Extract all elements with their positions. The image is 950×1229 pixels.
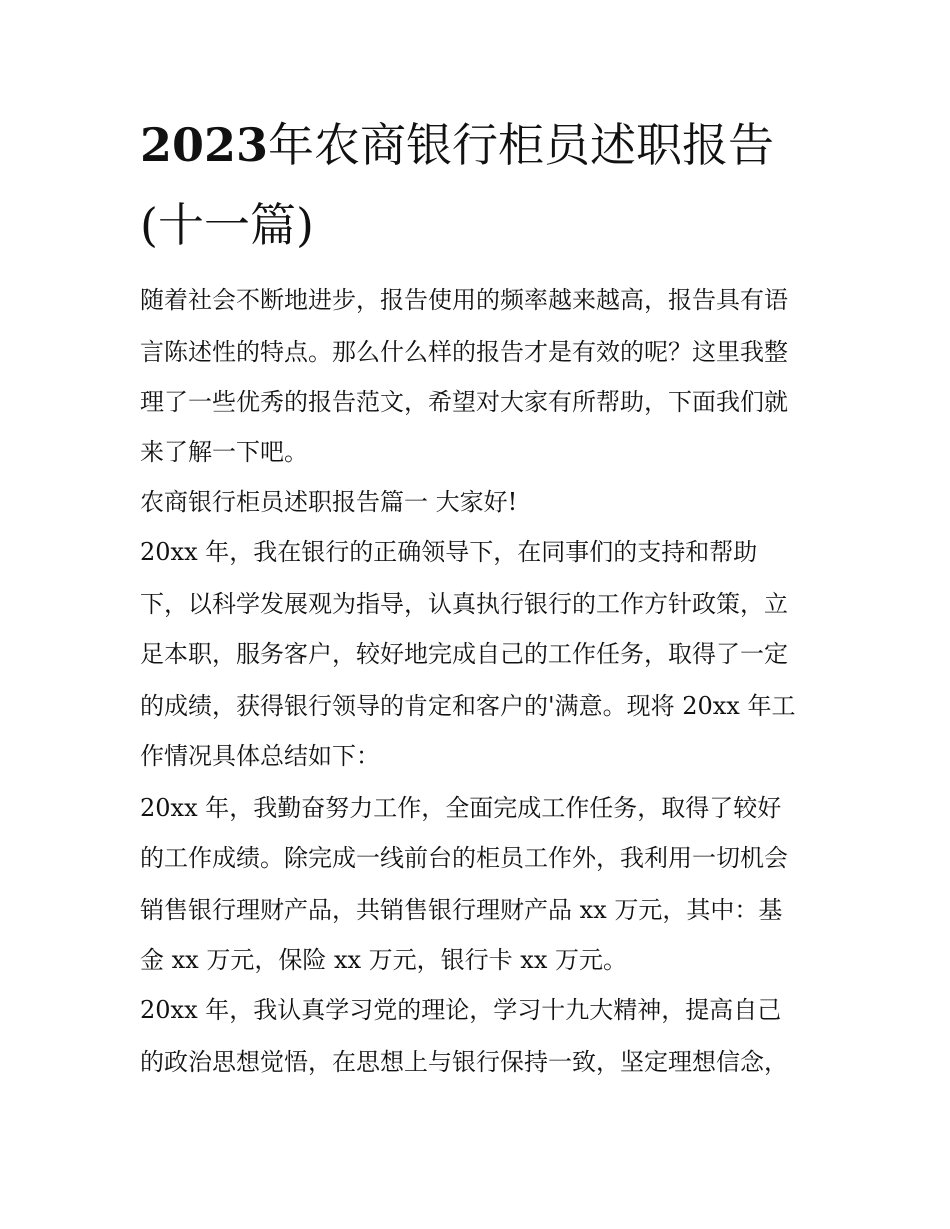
body-line: 的工作成绩。除完成一线前台的柜员工作外，我利用一切机会 (140, 844, 788, 872)
body-line: 足本职，服务客户，较好地完成自己的工作任务，取得了一定 (140, 640, 788, 668)
body-line: 销售银行理财产品，共销售银行理财产品 xx 万元，其中：基 (140, 896, 783, 924)
body-line: 的成绩，获得银行领导的肯定和客户的'满意。现将 20xx 年工 (140, 692, 796, 720)
title-year: 2023 (140, 118, 269, 172)
body-line: 理了一些优秀的报告范文，希望对大家有所帮助，下面我们就 (140, 388, 788, 416)
title-text: 年农商银行柜员述职报告 (268, 118, 775, 172)
body-line: 言陈述性的特点。那么什么样的报告才是有效的呢？这里我整 (140, 338, 788, 366)
document-title-line-2: (十一篇) (140, 198, 314, 252)
body-line: 20xx 年，我勤奋努力工作，全面完成工作任务，取得了较好 (140, 794, 782, 822)
body-line: 作情况具体总结如下： (140, 742, 380, 770)
body-line: 随着社会不断地进步，报告使用的频率越来越高，报告具有语 (140, 286, 788, 314)
document-title-line-1 (140, 118, 774, 172)
body-line: 金 xx 万元，保险 xx 万元，银行卡 xx 万元。 (140, 946, 627, 974)
body-line: 来了解一下吧。 (140, 438, 308, 466)
body-line: 的政治思想觉悟，在思想上与银行保持一致，坚定理想信念， (140, 1048, 788, 1076)
body-line: 20xx 年，我在银行的正确领导下，在同事们的支持和帮助 (140, 538, 758, 566)
body-line: 下，以科学发展观为指导，认真执行银行的工作方针政策，立 (140, 590, 788, 618)
body-line: 20xx 年，我认真学习党的理论，学习十九大精神，提高自己 (140, 996, 782, 1024)
section-heading: 农商银行柜员述职报告篇一 大家好! (140, 488, 518, 516)
